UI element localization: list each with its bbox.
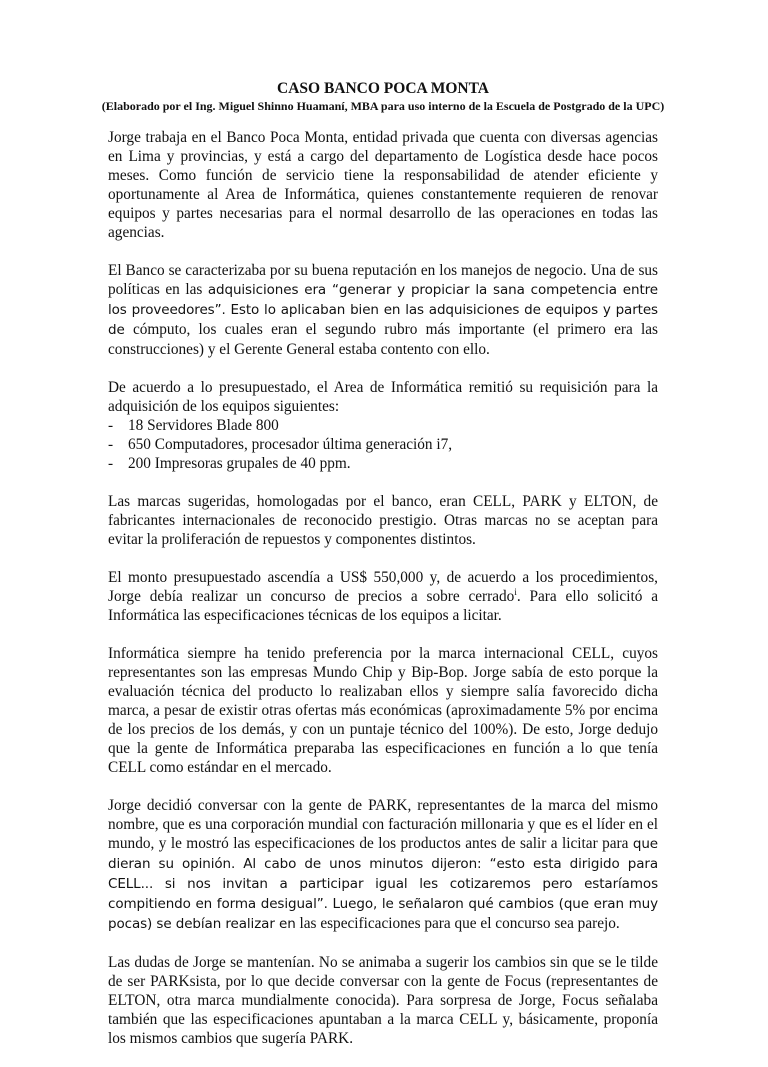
paragraph-2-part-a: El Banco se caracterizaba por su buena reputación en los manejos de negocio. Una de sus políticas en las <box>108 262 658 298</box>
list-item <box>108 435 658 454</box>
paragraph-5-part-b: . Para ello solicitó a Informática las especificaciones técnicas de los equipos a licitar. <box>108 588 658 624</box>
list-dash: - <box>108 455 114 472</box>
paragraph-7-part-a: Jorge decidió conversar con la gente de PARK, representantes de la marca del mismo nombre, que es una corporación mundial con facturación millonaria y que es el líder en el mundo, y le mostró las especificaciones de los productos antes de salir a licitar para <box>108 797 658 852</box>
paragraph-7-part-c: las especificaciones para que el concurso sea parejo. <box>295 915 620 932</box>
paragraph-2-part-c: cómputo, los cuales eran el segundo rubro más importante (el primero era las construcciones) y el Gerente General estaba contento con ello. <box>108 321 658 358</box>
paragraph-6: Informática siempre ha tenido preferencia por la marca internacional CELL, cuyos representantes son las empresas Mundo Chip y Bip-Bop. Jorge sabía de esto porque la evaluación técnica del producto lo realizaban ellos y siempre salía favorecido dicha marca, a pesar de existir otras ofertas más económicas (aproximadamente 5% por encima de los precios de los demás, y con un puntaje técnico del 100%). De esto, Jorge dedujo que la gente de Informática preparaba las especificaciones en función a lo que tenía CELL como estándar en el mercado. <box>108 645 658 776</box>
paragraph-4: Las marcas sugeridas, homologadas por el banco, eran CELL, PARK y ELTON, de fabricantes internacionales de reconocido prestigio. Otras marcas no se aceptan para evitar la proliferación de repuestos y componentes distintos. <box>108 493 658 548</box>
list-item-text: 18 Servidores Blade 800 <box>128 417 279 434</box>
list-item-text: 200 Impresoras grupales de 40 ppm. <box>128 455 351 472</box>
equipment-list <box>108 416 658 473</box>
paragraph-8: Las dudas de Jorge se mantenían. No se animaba a sugerir los cambios sin que se le tilde de ser PARKsista, por lo que decide conversar con la gente de Focus (representantes de ELTON, otra marca mundialmente conocida). Para sorpresa de Jorge, Focus señalaba también que las especificaciones apuntaban a la marca CELL y, básicamente, proponía los mismos cambios que sugería PARK. <box>108 954 658 1047</box>
paragraph-2 <box>108 261 658 359</box>
list-dash: - <box>108 436 114 453</box>
list-dash: - <box>108 417 114 434</box>
paragraph-7 <box>108 796 658 934</box>
paragraph-7-part-b: que dieran su opinión. Al cabo de unos minutos dijeron: “esto esta dirigido para CELL... si nos invitan a participar igual les cotizaremos pero estaríamos compitiendo en forma desigual”. Luego, le señalaron qué cambios (que eran muy pocas) se debían realizar en <box>108 836 658 932</box>
paragraph-5 <box>108 568 658 625</box>
list-item-text: 650 Computadores, procesador última generación i7, <box>128 436 453 453</box>
paragraph-5-part-a: El monto presupuestado ascendía a US$ 550,000 y, de acuerdo a los procedimientos, Jorge debía realizar un concurso de precios a sobre cerrado <box>108 569 658 605</box>
document-subtitle: (Elaborado por el Ing. Miguel Shinno Huamaní, MBA para uso interno de la Escuela de Postgrado de la UPC) <box>101 99 665 113</box>
document-title: CASO BANCO POCA MONTA <box>277 80 489 97</box>
footnote-marker[interactable]: i <box>514 586 517 597</box>
paragraph-3: De acuerdo a lo presupuestado, el Area de Informática remitió su requisición para la adquisición de los equipos siguientes: <box>108 379 658 415</box>
document-page <box>101 80 665 1067</box>
list-item <box>108 454 658 473</box>
paragraph-1: Jorge trabaja en el Banco Poca Monta, entidad privada que cuenta con diversas agencias en Lima y provincias, y está a cargo del departamento de Logística desde hace pocos meses. Como función de servicio tiene la responsabilidad de atender eficiente y oportunamente al Area de Informática, quienes constantemente requieren de renovar equipos y partes necesarias para el normal desarrollo de las operaciones en todas las agencias. <box>108 129 658 241</box>
paragraph-2-part-b: adquisiciones era “generar y propiciar la sana competencia entre los proveedores”. Esto lo aplicaban bien en las adquisiciones de equipos y partes de <box>108 282 658 338</box>
list-item <box>108 416 658 435</box>
